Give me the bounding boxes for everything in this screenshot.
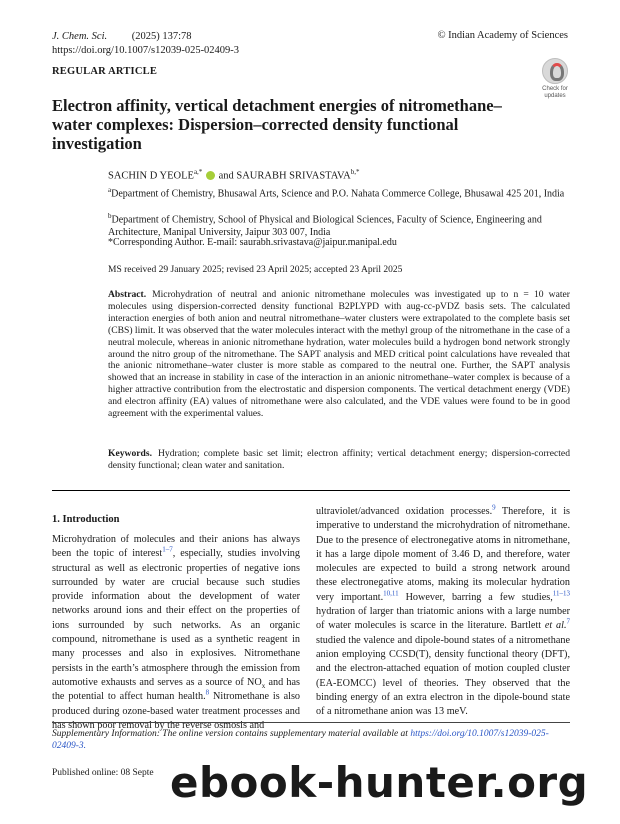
affiliation-text: Department of Chemistry, Bhusawal Arts, Science and P.O. Nahata Commerce College, Bhusawal 425 201, India (111, 188, 565, 200)
citation-link[interactable]: 7 (566, 617, 570, 626)
body-text: Nitromethane is also produced during ozone-based water treatment processes and has shown poor removal by the reverse osmosis and (52, 691, 301, 731)
author-conjunction: and (218, 170, 234, 182)
check-for-updates-badge[interactable] (538, 58, 572, 100)
corresponding-author: *Corresponding Author. E-mail: saurabh.srivastava@jaipur.manipal.edu (108, 237, 397, 248)
citation-link[interactable]: 10,11 (383, 589, 399, 598)
body-text: , especially, studies involving structural as well as electronic properties of negative ions surrounded by water are crucial because such studies provide information about the development of water networks around ions and their effect on the properties of ions surrounded by such networks. As an organic compound, nitromethane is used as a synthetic reagent in many processes and also in explosives. Nitromethane persists in the earth’s atmosphere through the emission from automotive exhausts and serves as a source of NO (52, 548, 300, 688)
keywords-text: Hydration; complete basic set limit; electron affinity; vertical detachment energy; dispersion-corrected density functional; clean water and sanitation. (108, 448, 570, 471)
author-affiliation-mark: b,* (350, 168, 360, 176)
supplementary-link[interactable]: https://doi.org/10.1007/s12039-025-02409-3. (52, 729, 549, 751)
affiliation (108, 210, 570, 239)
body-column-right (316, 505, 570, 719)
author-affiliation-mark: a,* (193, 168, 203, 176)
badge-label: Check for updates (542, 86, 568, 99)
body-text: ultraviolet/advanced oxidation processes. (316, 506, 493, 517)
body-text: studied the valence and dipole-bound states of a nitromethane anion employing CCSD(T), density functional theory (DFT), and the electron-attached equation of motion coupled cluster (EA-EOMCC) level of theories. They observed that the binding energy of an extra electron in the dipole-bound state of a nitromethane anion was 13 meV. (316, 634, 570, 718)
abstract-label: Abstract. (108, 289, 147, 300)
keywords-label: Keywords. (108, 448, 152, 459)
body-text: Microhydration of molecules and their anions has always been the topic of interest (52, 534, 300, 560)
author-list (108, 168, 360, 182)
affiliation (108, 184, 570, 200)
article-type: REGULAR ARTICLE (52, 66, 158, 77)
divider (52, 490, 570, 491)
abstract (108, 289, 570, 420)
citation-link[interactable]: 11–13 (552, 589, 570, 598)
journal-volume: (2025) 137:78 (131, 31, 192, 42)
publisher-notice: © Indian Academy of Sciences (437, 30, 568, 41)
body-text: hydration of larger than triatomic anions with a large number of water molecules is scarce in the literature. Bartlett (316, 606, 570, 632)
body-column-left (52, 533, 300, 733)
citation-link[interactable]: 1–7 (162, 545, 173, 554)
body-text: Therefore, it is imperative to understand the microhydration of nitromethane. Due to the presence of electronegative atoms in nitromethane, it has a large dipole moment of 3.46 D, and therefore, water molecules are expected to build a strong network around these electronegative atoms, making its molecular hydration very important. (316, 506, 570, 603)
affiliation-mark: a (108, 186, 112, 194)
author-name: SAURABH SRIVASTAVA (236, 170, 351, 182)
body-text: However, barring a few studies, (398, 591, 553, 603)
orcid-icon[interactable] (206, 171, 215, 180)
watermark: ebook-hunter.org (170, 758, 589, 807)
abstract-text: Microhydration of neutral and anionic nitromethane molecules was investigated up to n = 10 water molecules using dispersion-corrected density functional B2PLYPD with aug-cc-pVDZ basis sets. The calculated interaction energies of both anion and neutral nitromethane–water clusters were extrapolated to the complete basis set (CBS) limit. It was observed that the water molecules interact with the methyl group of the nitromethane in the case of a neutral molecule, whereas in anionic nitromethane hydration, water molecules build a hydrogen bond network strongly around the nitro group of the nitromethane. The SAPT analysis and MED critical point calculations have revealed that the anionic nitromethane–water cluster is more stable as compared to the neutral one. Further, the SAPT analysis showed that an increase in stability in case of the interaction in an anionic nitromethane–water complex is because of a higher attractive contribution from the electrostatic and dispersion components. The vertical detachment energy (VDE) and electron affinity (EA) values of nitromethane were also calculated, and the VDE values were found to be in good agreement with the experimental values. (108, 289, 570, 420)
supplementary-text: Supplementary Information: The online version contains supplementary material available at (52, 729, 411, 739)
author-name: SACHIN D YEOLE (108, 170, 194, 182)
update-icon (542, 58, 568, 84)
journal-name: J. Chem. Sci. (52, 31, 108, 42)
journal-header (52, 30, 239, 58)
section-heading: 1. Introduction (52, 514, 120, 525)
body-text-italic: et al. (544, 620, 567, 632)
published-date: Published online: 08 Septe (52, 768, 154, 778)
keywords (108, 448, 570, 472)
received-dates: MS received 29 January 2025; revised 23 April 2025; accepted 23 April 2025 (108, 265, 403, 275)
footnote-divider (52, 722, 570, 723)
article-title: Electron affinity, vertical detachment energies of nitromethane–water complexes: Dispersion–corrected density functional investigation (52, 96, 502, 153)
doi-link[interactable]: https://doi.org/10.1007/s12039-025-02409-3 (52, 45, 240, 56)
supplementary-info (52, 728, 570, 752)
affiliation-mark: b (108, 212, 112, 220)
affiliation-text: Department of Chemistry, School of Physical and Biological Sciences, Faculty of Science, Engineering and Architecture, Manipal University, Jaipur 303 007, India (108, 214, 542, 239)
citation-link[interactable]: 8 (205, 688, 210, 697)
body-text: and has the potential to affect human health. (52, 676, 300, 703)
citation-link[interactable]: 9 (492, 503, 496, 512)
subscript: x (261, 682, 266, 690)
